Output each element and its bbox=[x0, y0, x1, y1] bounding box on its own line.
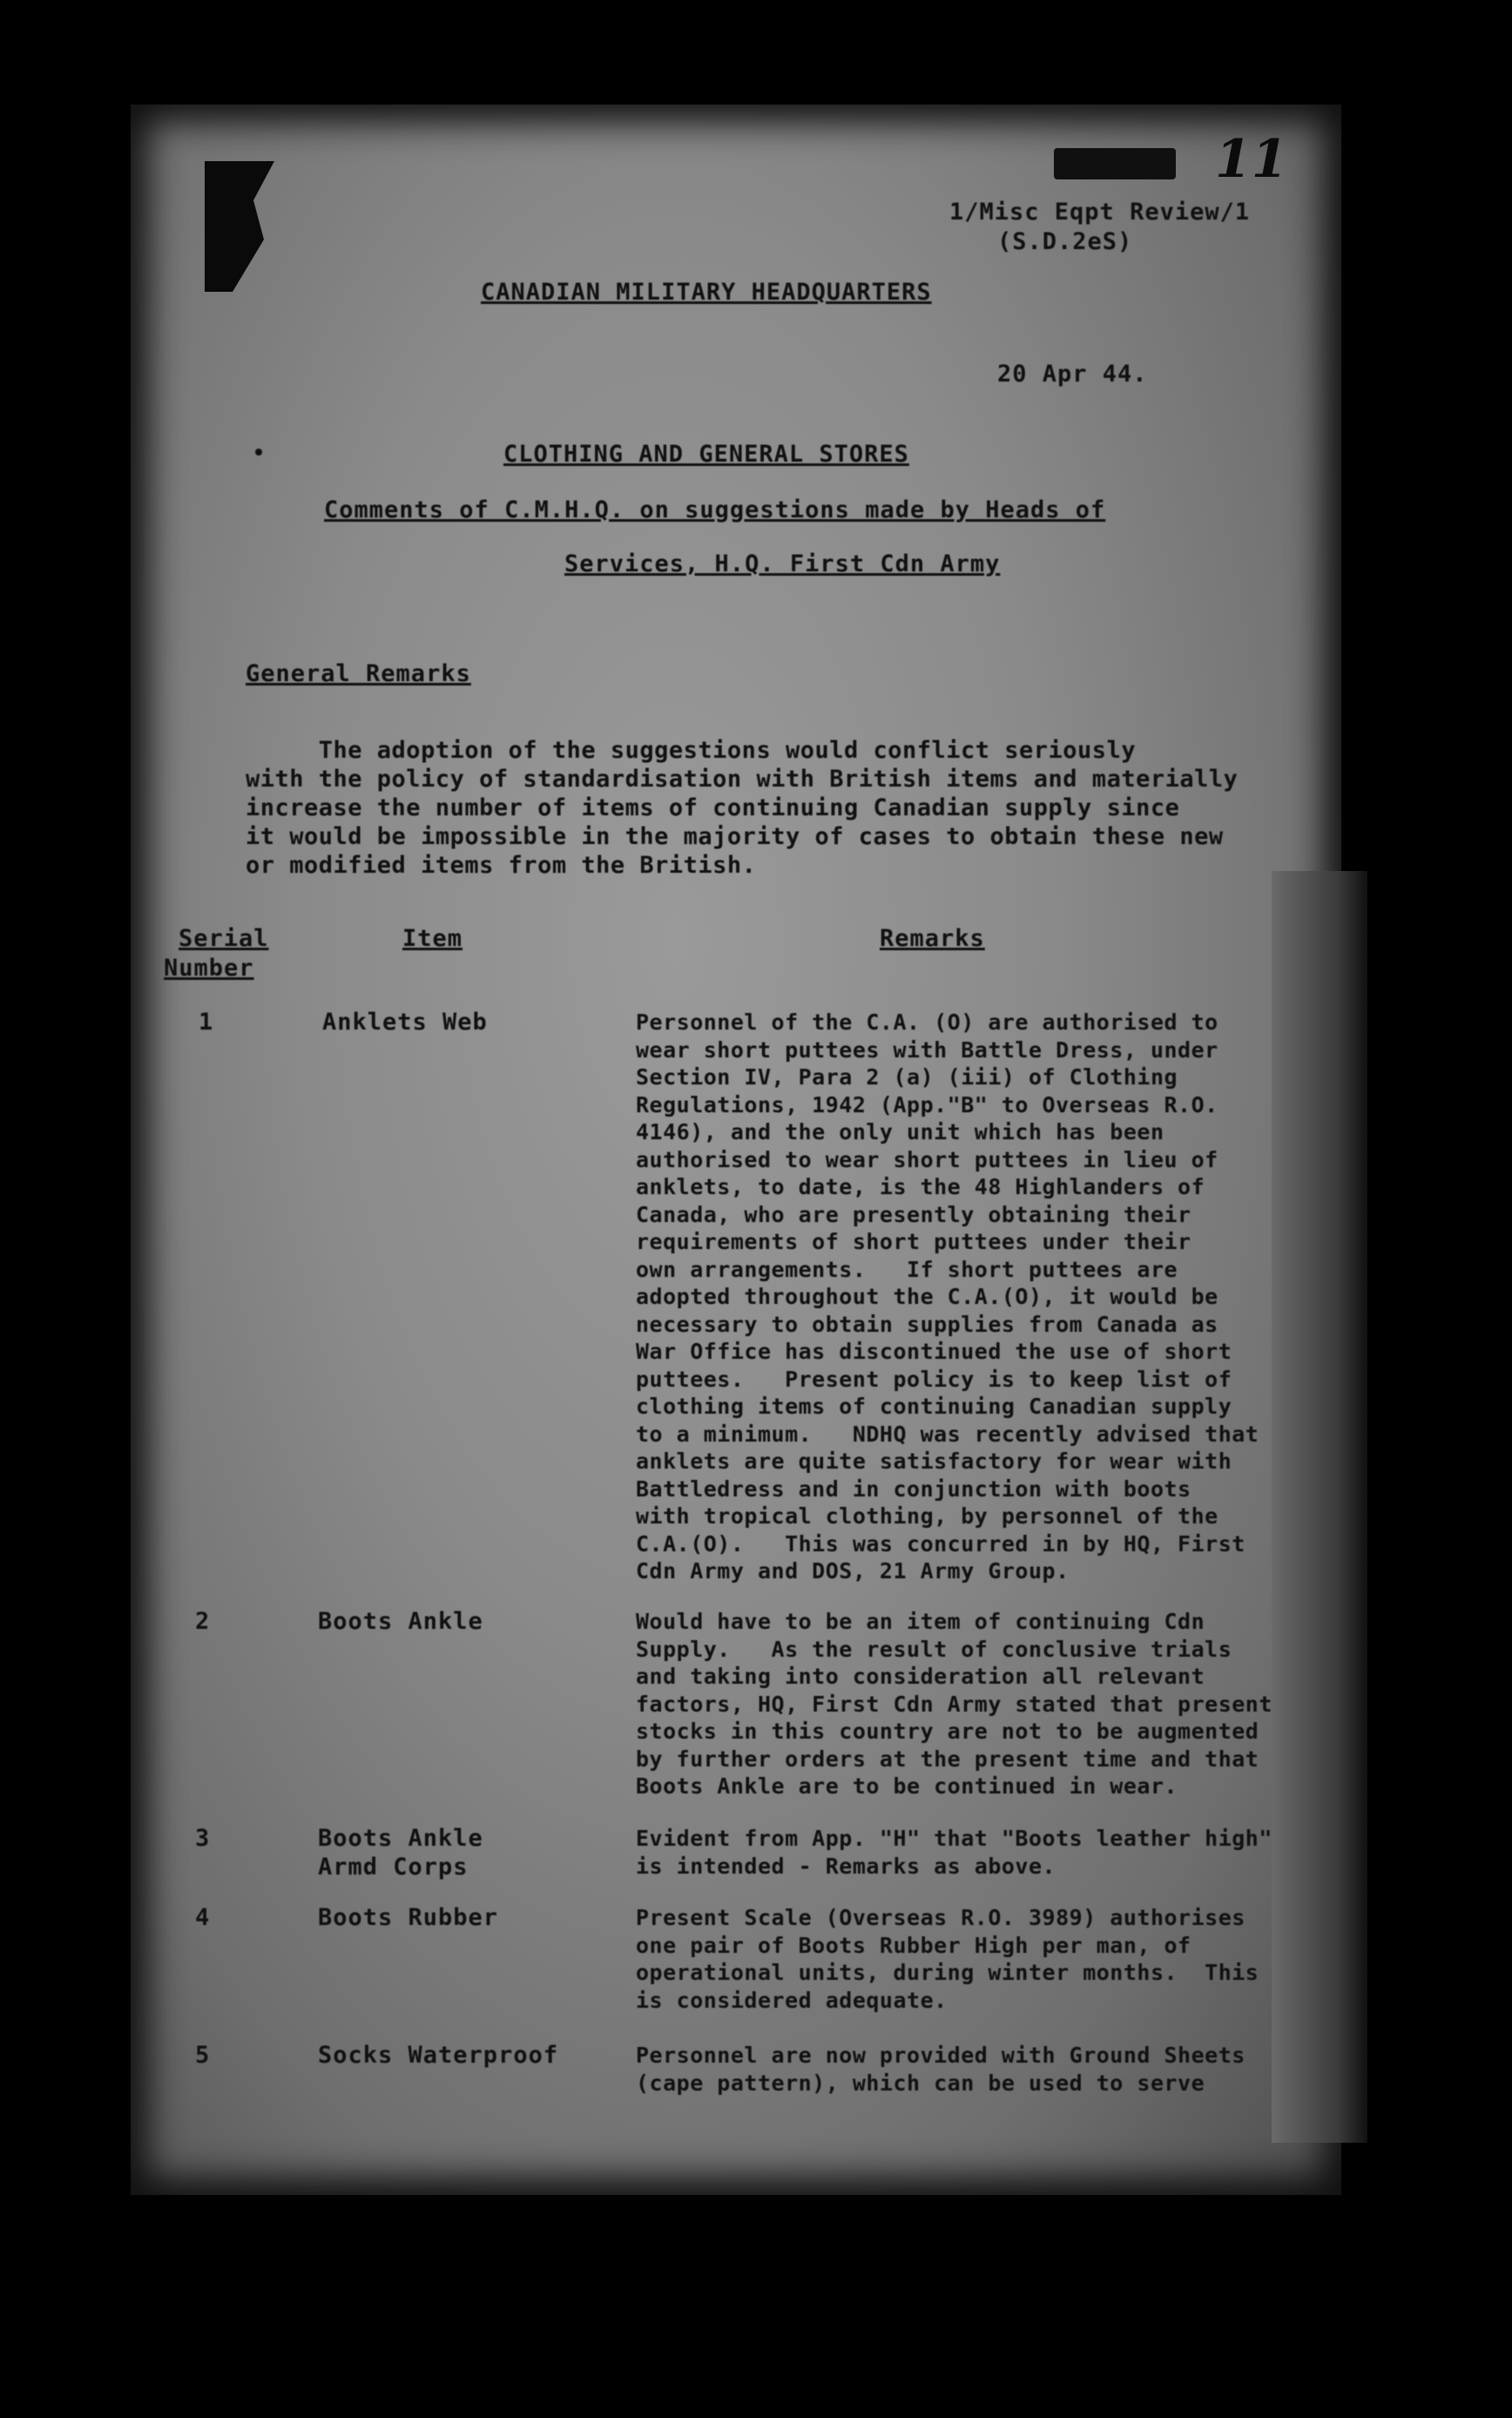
row-serial: 2 bbox=[195, 1608, 211, 1635]
remark-line: adopted throughout the C.A.(O), it would be bbox=[636, 1284, 1218, 1309]
remark-line: War Office has discontinued the use of short bbox=[636, 1339, 1232, 1364]
row-item: Socks Waterproof bbox=[318, 2042, 559, 2069]
row-serial: 4 bbox=[195, 1904, 211, 1931]
row-item: Boots Rubber bbox=[318, 1904, 499, 1931]
remark-line: authorised to wear short puttees in lieu of bbox=[636, 1146, 1218, 1172]
row-remarks bbox=[636, 1009, 1259, 1585]
row-item: Anklets Web bbox=[322, 1009, 488, 1036]
file-reference-sub: (S.D.2eS) bbox=[997, 228, 1133, 255]
redaction-stamp bbox=[1054, 148, 1176, 179]
remark-line: anklets are quite satisfactory for wear with bbox=[636, 1449, 1232, 1474]
row-serial: 1 bbox=[199, 1009, 214, 1036]
remark-line: factors, HQ, First Cdn Army stated that present bbox=[636, 1691, 1272, 1717]
general-remarks-text bbox=[246, 736, 1238, 880]
subtitle-line-1: Comments of C.M.H.Q. on suggestions made by Heads of bbox=[324, 496, 1106, 523]
remark-line: necessary to obtain supplies from Canada as bbox=[636, 1311, 1218, 1337]
ink-dot bbox=[255, 449, 262, 456]
remark-line: Regulations, 1942 (App."B" to Overseas R.O. bbox=[636, 1091, 1218, 1118]
remark-line: Personnel are now provided with Ground Sheets bbox=[636, 2043, 1245, 2068]
remark-line: by further orders at the present time and that bbox=[636, 1746, 1259, 1772]
remark-line: puttees. Present policy is to keep list of bbox=[636, 1366, 1232, 1392]
row-item: Armd Corps bbox=[318, 1854, 469, 1881]
file-reference: 1/Misc Eqpt Review/1 bbox=[949, 199, 1251, 226]
remark-line: is intended - Remarks as above. bbox=[636, 1853, 1056, 1879]
remark-line: operational units, during winter months. This bbox=[636, 1960, 1259, 1985]
column-header-item: Item bbox=[402, 925, 463, 952]
remark-line: 4146), and the only unit which has been bbox=[636, 1119, 1164, 1145]
org-heading: CANADIAN MILITARY HEADQUARTERS bbox=[481, 279, 932, 306]
remark-line: stocks in this country are not to be augmented bbox=[636, 1719, 1259, 1744]
remark-line: Evident from App. "H" that "Boots leather high" bbox=[636, 1826, 1272, 1851]
remarks-line: with the policy of standardisation with British items and materially bbox=[246, 766, 1239, 793]
remark-line: one pair of Boots Rubber High per man, of bbox=[636, 1932, 1191, 1958]
remark-line: wear short puttees with Battle Dress, under bbox=[636, 1037, 1218, 1063]
row-serial: 5 bbox=[195, 2042, 211, 2069]
remark-line: Canada, who are presently obtaining their bbox=[636, 1201, 1191, 1227]
row-item: Boots Ankle bbox=[318, 1608, 483, 1635]
row-remarks bbox=[636, 1825, 1272, 1880]
remark-line: own arrangements. If short puttees are bbox=[636, 1256, 1178, 1282]
remark-line: Personnel of the C.A. (O) are authorised to bbox=[636, 1010, 1218, 1035]
remarks-line: it would be impossible in the majority of cases to obtain these new bbox=[246, 823, 1224, 850]
remark-line: clothing items of continuing Canadian supply bbox=[636, 1394, 1232, 1419]
remark-line: C.A.(O). This was concurred in by HQ, First bbox=[636, 1530, 1245, 1557]
subtitle-line-2: Services, H.Q. First Cdn Army bbox=[564, 550, 1001, 577]
remarks-line: increase the number of items of continuing Canadian supply since bbox=[246, 794, 1180, 821]
document-date: 20 Apr 44. bbox=[997, 361, 1148, 388]
remarks-line: or modified items from the British. bbox=[246, 852, 757, 879]
remark-line: Supply. As the result of conclusive trials bbox=[636, 1636, 1232, 1662]
remark-line: Section IV, Para 2 (a) (iii) of Clothing bbox=[636, 1064, 1178, 1090]
remark-line: Cdn Army and DOS, 21 Army Group. bbox=[636, 1558, 1070, 1584]
row-remarks bbox=[636, 1608, 1272, 1800]
remark-line: Battledress and in conjunction with boots bbox=[636, 1476, 1191, 1502]
remark-line: requirements of short puttees under their bbox=[636, 1229, 1191, 1254]
remark-line: with tropical clothing, by personnel of the bbox=[636, 1503, 1218, 1529]
page-edge-shadow bbox=[1272, 871, 1367, 2143]
remark-line: Would have to be an item of continuing Cdn bbox=[636, 1609, 1205, 1634]
remark-line: Boots Ankle are to be continued in wear. bbox=[636, 1773, 1178, 1799]
remark-line: and taking into consideration all relevant bbox=[636, 1664, 1205, 1689]
remark-line: to a minimum. NDHQ was recently advised that bbox=[636, 1421, 1259, 1447]
subject-heading: CLOTHING AND GENERAL STORES bbox=[503, 441, 909, 468]
remark-line: Present Scale (Overseas R.O. 3989) authorises bbox=[636, 1905, 1245, 1930]
remark-line: anklets, to date, is the 48 Highlanders of bbox=[636, 1174, 1205, 1199]
row-remarks bbox=[636, 1904, 1259, 2014]
remark-line: (cape pattern), which can be used to serve bbox=[636, 2070, 1205, 2096]
handwritten-mark: 11 bbox=[1215, 129, 1288, 190]
row-remarks bbox=[636, 2042, 1245, 2097]
row-serial: 3 bbox=[195, 1825, 211, 1852]
row-item: Boots Ankle bbox=[318, 1825, 483, 1852]
remark-line: is considered adequate. bbox=[636, 1987, 948, 2013]
general-remarks-heading: General Remarks bbox=[246, 660, 471, 687]
remarks-line: The adoption of the suggestions would conflict seriously bbox=[246, 737, 1137, 764]
column-header-serial-2: Number bbox=[164, 955, 254, 982]
column-header-remarks: Remarks bbox=[880, 925, 985, 952]
column-header-serial: Serial bbox=[179, 925, 269, 952]
